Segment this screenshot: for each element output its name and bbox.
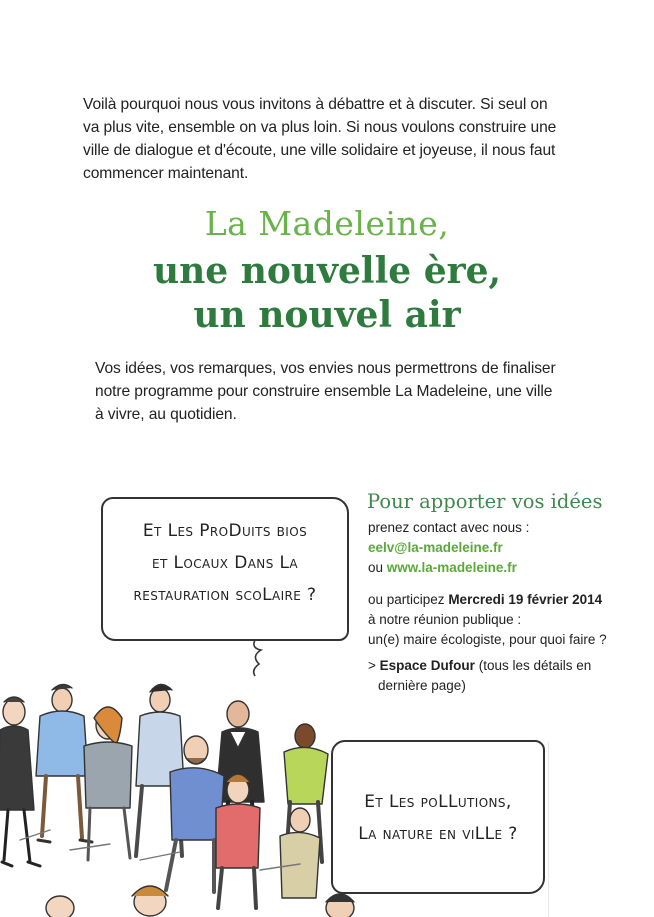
person-figure [84, 707, 132, 860]
headline-line-1: La Madeleine, [204, 204, 450, 243]
person-figure [280, 808, 320, 898]
place-name: Espace Dufour [379, 658, 475, 673]
email-link[interactable]: eelv@la-madeleine.fr [368, 540, 503, 555]
intro-paragraph [83, 93, 556, 185]
invite-line: notre programme pour construire ensemble La Madeleine, une ville [95, 383, 553, 400]
meeting-prefix: ou participez [368, 592, 445, 607]
intro-line: ville de dialogue et d'écoute, une ville solidaire et joyeuse, il nous faut [83, 142, 556, 159]
place-note-2: dernière page) [378, 678, 466, 693]
meeting-line: à notre réunion publique : [368, 612, 522, 627]
intro-line: Voilà pourquoi nous vous invitons à débattre et à discuter. Si seul on [83, 96, 548, 113]
info-title: Pour apporter vos idées [367, 490, 603, 513]
person-figure [36, 684, 92, 842]
bubble-text-line: La nature en viLLe ? [358, 824, 518, 844]
or-label: ou [368, 560, 384, 575]
place-note: (tous les détails en [478, 658, 592, 673]
headline-line-2: une nouvelle ère, [152, 250, 502, 292]
intro-line: commencer maintenant. [83, 165, 249, 182]
speech-bubble-tail [254, 640, 261, 676]
website-link[interactable]: www.la-madeleine.fr [386, 560, 517, 575]
place-block [368, 656, 591, 696]
speech-bubble-pollution [331, 740, 545, 894]
bubble-text-line: Et Les ProDuits bios [142, 521, 308, 541]
bubble-text-line: Et Les poLLutions, [364, 792, 512, 812]
invite-line: à vivre, au quotidien. [95, 406, 237, 423]
meeting-line: un(e) maire écologiste, pour quoi faire ? [368, 632, 607, 647]
invite-paragraph [95, 357, 556, 426]
contact-intro: prenez contact avec nous : [368, 520, 530, 535]
contact-block [368, 518, 529, 578]
intro-line: va plus vite, ensemble on va plus loin. Si nous voulons construire une [83, 119, 557, 136]
bubble-text-line: restauration scoLaire ? [133, 585, 317, 605]
headline-line-3: un nouvel air [193, 294, 461, 336]
meeting-date: Mercredi 19 février 2014 [448, 592, 603, 607]
invite-line: Vos idées, vos remarques, vos envies nous permettrons de finaliser [95, 360, 556, 377]
bubble-text-line: et Locaux Dans La [151, 553, 298, 573]
arrow-marker-icon: > [368, 658, 376, 673]
meeting-block [368, 590, 607, 650]
faint-frame [548, 742, 613, 917]
speech-bubble-school-food [101, 497, 349, 641]
